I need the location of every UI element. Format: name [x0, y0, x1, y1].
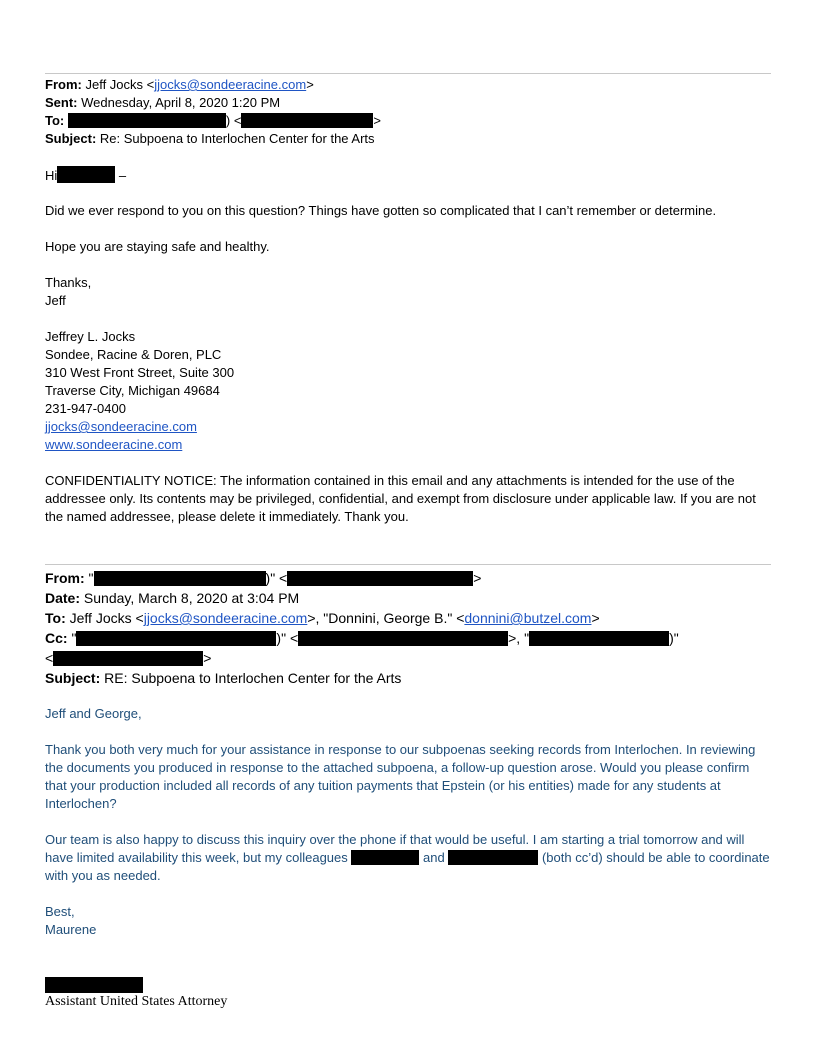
to-email-link[interactable]: donnini@butzel.com: [464, 610, 592, 626]
email1-from-line: From: Jeff Jocks <jjocks@sondeeracine.com>: [45, 77, 314, 92]
salutation: Jeff and George,: [45, 706, 142, 721]
closing-name: Jeff: [45, 293, 66, 308]
subject-value: Re: Subpoena to Interlochen Center for the Arts: [99, 131, 375, 146]
redaction-block: [94, 571, 266, 586]
from-name: Jeff Jocks: [85, 77, 144, 92]
quoted-divider: [45, 564, 771, 565]
email2-cc-line-cont: < >: [45, 650, 212, 666]
signature-city: Traverse City, Michigan 49684: [45, 383, 220, 398]
email2-date-line: [45, 588, 299, 608]
sent-value: Wednesday, April 8, 2020 1:20 PM: [81, 95, 281, 110]
redaction-block: [287, 571, 473, 586]
redaction-block: [529, 631, 669, 646]
signoff: Best,: [45, 904, 75, 919]
redaction-block: [57, 166, 115, 183]
signature-firm: Sondee, Racine & Doren, PLC: [45, 347, 222, 362]
email2-to-line: To: Jeff Jocks <jjocks@sondeeracine.com>, "Donnini, George B." <donnini@butzel.com>: [45, 610, 600, 626]
redaction-block: [68, 113, 226, 128]
email2-cc-line: Cc: " )" < >, " )": [45, 630, 679, 646]
signature-phone: 231-947-0400: [45, 401, 126, 416]
body-line-1: Did we ever respond to you on this question? Things have gotten so complicated that I can’t remember or determine.: [45, 203, 717, 218]
redaction-block: [448, 850, 538, 865]
redaction-block: [45, 977, 143, 993]
redaction-block: [298, 631, 508, 646]
email1-subject-line: [45, 130, 375, 148]
subject-label: Subject:: [45, 670, 101, 686]
signature-website-link[interactable]: www.sondeeracine.com: [45, 437, 183, 452]
redaction-block: [241, 113, 373, 128]
subject-label: Subject:: [45, 131, 97, 146]
email2-from-line: From: " )" < >: [45, 570, 482, 586]
date-label: Date:: [45, 590, 81, 606]
body-paragraph-2: Our team is also happy to discuss this inquiry over the phone if that would be useful. I am starting a trial tomorrow and will have limited availability this week, but my colleagues and (both cc’d) should be able to coordinate with you as needed.: [45, 832, 770, 883]
confidentiality-notice: CONFIDENTIALITY NOTICE: The information contained in this email and any attachments is intended for the use of the addressee only. Its contents may be privileged, confidential, and exempt from disclosure under applicable law. If you are not the named addressee, please delete it immediately. Thank you.: [45, 473, 756, 524]
from-email-link[interactable]: jjocks@sondeeracine.com: [154, 77, 307, 92]
to-email-link[interactable]: jjocks@sondeeracine.com: [143, 610, 308, 626]
signature-street: 310 West Front Street, Suite 300: [45, 365, 235, 380]
cc-label: Cc:: [45, 630, 68, 646]
body-line-2: Hope you are staying safe and healthy.: [45, 239, 270, 254]
redaction-block: [351, 850, 419, 865]
sent-label: Sent:: [45, 95, 78, 110]
greeting: Hi –: [45, 168, 127, 183]
sender-title: Assistant United States Attorney: [45, 994, 228, 1009]
signature-name: Jeffrey L. Jocks: [45, 329, 136, 344]
signoff-name: Maurene: [45, 922, 97, 937]
email1-to-line: To: ) < >: [45, 113, 382, 128]
to-label: To:: [45, 610, 66, 626]
email2-subject-line: [45, 668, 401, 688]
to-label: To:: [45, 113, 65, 128]
redaction-block: [53, 651, 203, 666]
redaction-block: [76, 631, 276, 646]
from-label: From:: [45, 570, 85, 586]
signature-email-link[interactable]: jjocks@sondeeracine.com: [45, 419, 197, 434]
body-paragraph-1: Thank you both very much for your assistance in response to our subpoenas seeking records from Interlochen. In reviewing the documents you produced in response to the attached subpoena, a follow-up question arose. Would you please confirm that your production included all records of any tuition payments that Epstein (or his entities) made for any students at Interlochen?: [45, 742, 756, 811]
email1-sent-line: [45, 94, 280, 112]
from-label: From:: [45, 77, 82, 92]
header-divider: [45, 73, 771, 74]
subject-value: RE: Subpoena to Interlochen Center for the Arts: [104, 670, 402, 686]
closing: Thanks,: [45, 275, 92, 290]
date-value: Sunday, March 8, 2020 at 3:04 PM: [83, 590, 300, 606]
